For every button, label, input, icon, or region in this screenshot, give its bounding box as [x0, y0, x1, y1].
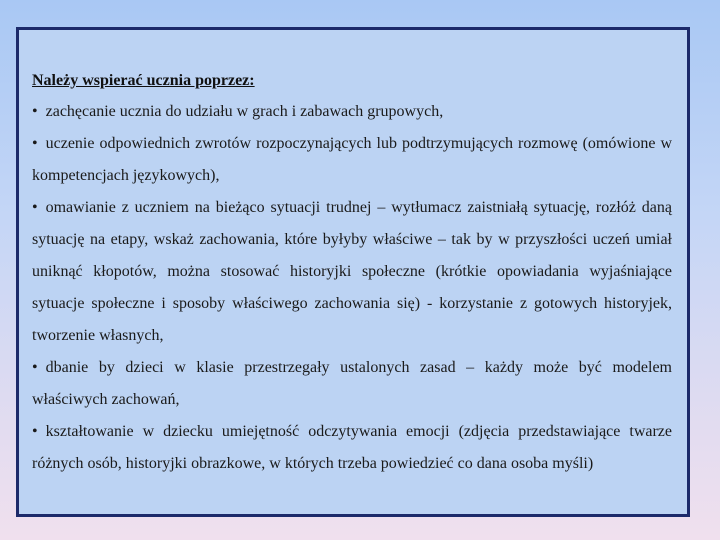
list-item	[32, 416, 672, 480]
bullet-list	[32, 96, 672, 480]
bullet-icon: •	[32, 359, 38, 376]
bullet-icon: •	[32, 423, 38, 440]
list-item-text: uczenie odpowiednich zwrotów rozpoczynających lub podtrzymujących rozmowę (omówione w kompetencjach językowych),	[32, 135, 672, 184]
list-item-text: omawianie z uczniem na bieżąco sytuacji trudnej – wytłumacz zaistniałą sytuację, rozłóż daną sytuację na etapy, wskaż zachowania, które byłyby właściwe – tak by w przyszłości uczeń umiał uniknąć kłopotów, można stosować historyjki społeczne (krótkie opowiadania wyjaśniające sytuacje społeczne i sposoby właściwego zachowania się) - korzystanie z gotowych historyjek, tworzenie własnych,	[32, 199, 672, 344]
content-box	[16, 27, 690, 517]
bullet-icon: •	[32, 199, 38, 216]
list-item	[32, 128, 672, 192]
list-item	[32, 352, 672, 416]
list-item	[32, 96, 672, 128]
list-item-text: kształtowanie w dziecku umiejętność odczytywania emocji (zdjęcia przedstawiające twarze różnych osób, historyjki obrazkowe, w których trzeba powiedzieć co dana osoba myśli)	[32, 423, 672, 472]
list-item-text: zachęcanie ucznia do udziału w grach i zabawach grupowych,	[45, 103, 444, 120]
list-item-text: dbanie by dzieci w klasie przestrzegały ustalonych zasad – każdy może być modelem właściwych zachowań,	[32, 359, 672, 408]
list-item	[32, 192, 672, 352]
bullet-icon: •	[32, 103, 38, 120]
bullet-icon: •	[32, 135, 38, 152]
slide-heading: Należy wspierać ucznia poprzez:	[32, 72, 255, 89]
